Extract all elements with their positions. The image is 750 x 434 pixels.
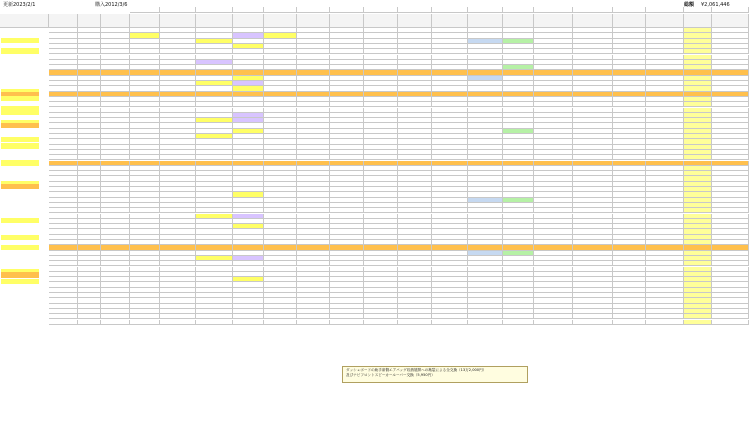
table-cell[interactable] [364, 320, 398, 325]
table-cell[interactable] [534, 320, 573, 325]
column-total-cell[interactable] [468, 7, 503, 13]
table-cell[interactable] [297, 320, 330, 325]
column-total-cell[interactable] [534, 7, 573, 13]
column-total-cell[interactable] [196, 7, 233, 13]
note-line-2: 及びナビフロントスピーカールーバー交換（5,950円） [346, 373, 435, 378]
table-cell[interactable] [646, 320, 684, 325]
mileage-marker[interactable] [1, 235, 39, 240]
mileage-marker[interactable] [1, 218, 39, 223]
table-cell[interactable] [49, 320, 78, 325]
table-cell[interactable] [398, 320, 432, 325]
update-date-label: 更新2023/2/1 [3, 2, 36, 8]
table-cell[interactable] [78, 320, 101, 325]
column-total-cell[interactable] [613, 7, 646, 13]
column-header[interactable] [398, 14, 432, 28]
table-cell[interactable] [468, 320, 503, 325]
column-total-cell[interactable] [330, 7, 364, 13]
table-cell[interactable] [233, 320, 264, 325]
grand-total-label: 総額 [684, 2, 695, 8]
column-total-cell[interactable] [646, 7, 684, 13]
column-total-cell[interactable] [160, 7, 196, 13]
table-cell[interactable] [432, 320, 468, 325]
purchase-date-label: 購入2012/3/6 [95, 2, 128, 8]
mileage-marker[interactable] [1, 123, 39, 128]
mileage-marker[interactable] [1, 137, 39, 142]
column-header[interactable] [297, 14, 330, 28]
column-header[interactable] [613, 14, 646, 28]
column-header[interactable] [233, 14, 264, 28]
column-header[interactable] [160, 14, 196, 28]
column-total-cell[interactable] [130, 7, 160, 13]
table-cell[interactable] [160, 320, 196, 325]
table-cell[interactable] [613, 320, 646, 325]
column-header[interactable] [330, 14, 364, 28]
column-header[interactable] [712, 14, 749, 28]
table-cell[interactable] [101, 320, 130, 325]
column-header[interactable] [503, 14, 534, 28]
table-cell[interactable] [573, 320, 613, 325]
column-header[interactable] [534, 14, 573, 28]
grand-total-value: ¥2,061,446 [701, 2, 730, 8]
mileage-marker[interactable] [1, 279, 39, 284]
column-header[interactable] [468, 14, 503, 28]
column-header[interactable] [49, 14, 78, 28]
column-header[interactable] [264, 14, 297, 28]
mileage-marker[interactable] [1, 160, 39, 165]
column-total-cell[interactable] [573, 7, 613, 13]
column-total-cell[interactable] [264, 7, 297, 13]
column-header[interactable] [684, 14, 712, 28]
table-cell[interactable] [264, 320, 297, 325]
column-total-cell[interactable] [503, 7, 534, 13]
column-total-cell[interactable] [364, 7, 398, 13]
mileage-marker[interactable] [1, 272, 39, 277]
mileage-marker[interactable] [1, 245, 39, 250]
row-total-cell[interactable] [684, 320, 712, 325]
column-header[interactable] [78, 14, 101, 28]
mileage-marker[interactable] [1, 96, 39, 101]
column-total-cell[interactable] [432, 7, 468, 13]
table-cell[interactable] [503, 320, 534, 325]
note-comment-bubble [342, 366, 528, 383]
mileage-marker[interactable] [1, 143, 39, 148]
column-header[interactable] [196, 14, 233, 28]
table-cell[interactable] [196, 320, 233, 325]
gutter-header[interactable] [0, 14, 49, 28]
column-header[interactable] [364, 14, 398, 28]
table-cell[interactable] [330, 320, 364, 325]
mileage-marker[interactable] [1, 184, 39, 189]
table-cell[interactable] [130, 320, 160, 325]
column-total-cell[interactable] [297, 7, 330, 13]
column-header[interactable] [573, 14, 613, 28]
note-line-1: ダッシュボードの助手席側エアバッグ収納展開への亀裂による全交換（13万2,000円） [346, 368, 487, 372]
column-total-cell[interactable] [233, 7, 264, 13]
column-header[interactable] [130, 14, 160, 28]
mileage-marker[interactable] [1, 109, 39, 114]
column-header[interactable] [432, 14, 468, 28]
column-header[interactable] [101, 14, 130, 28]
column-total-cell[interactable] [398, 7, 432, 13]
column-header[interactable] [646, 14, 684, 28]
mileage-marker[interactable] [1, 38, 39, 43]
mileage-marker[interactable] [1, 48, 39, 53]
table-cell[interactable] [712, 320, 749, 325]
